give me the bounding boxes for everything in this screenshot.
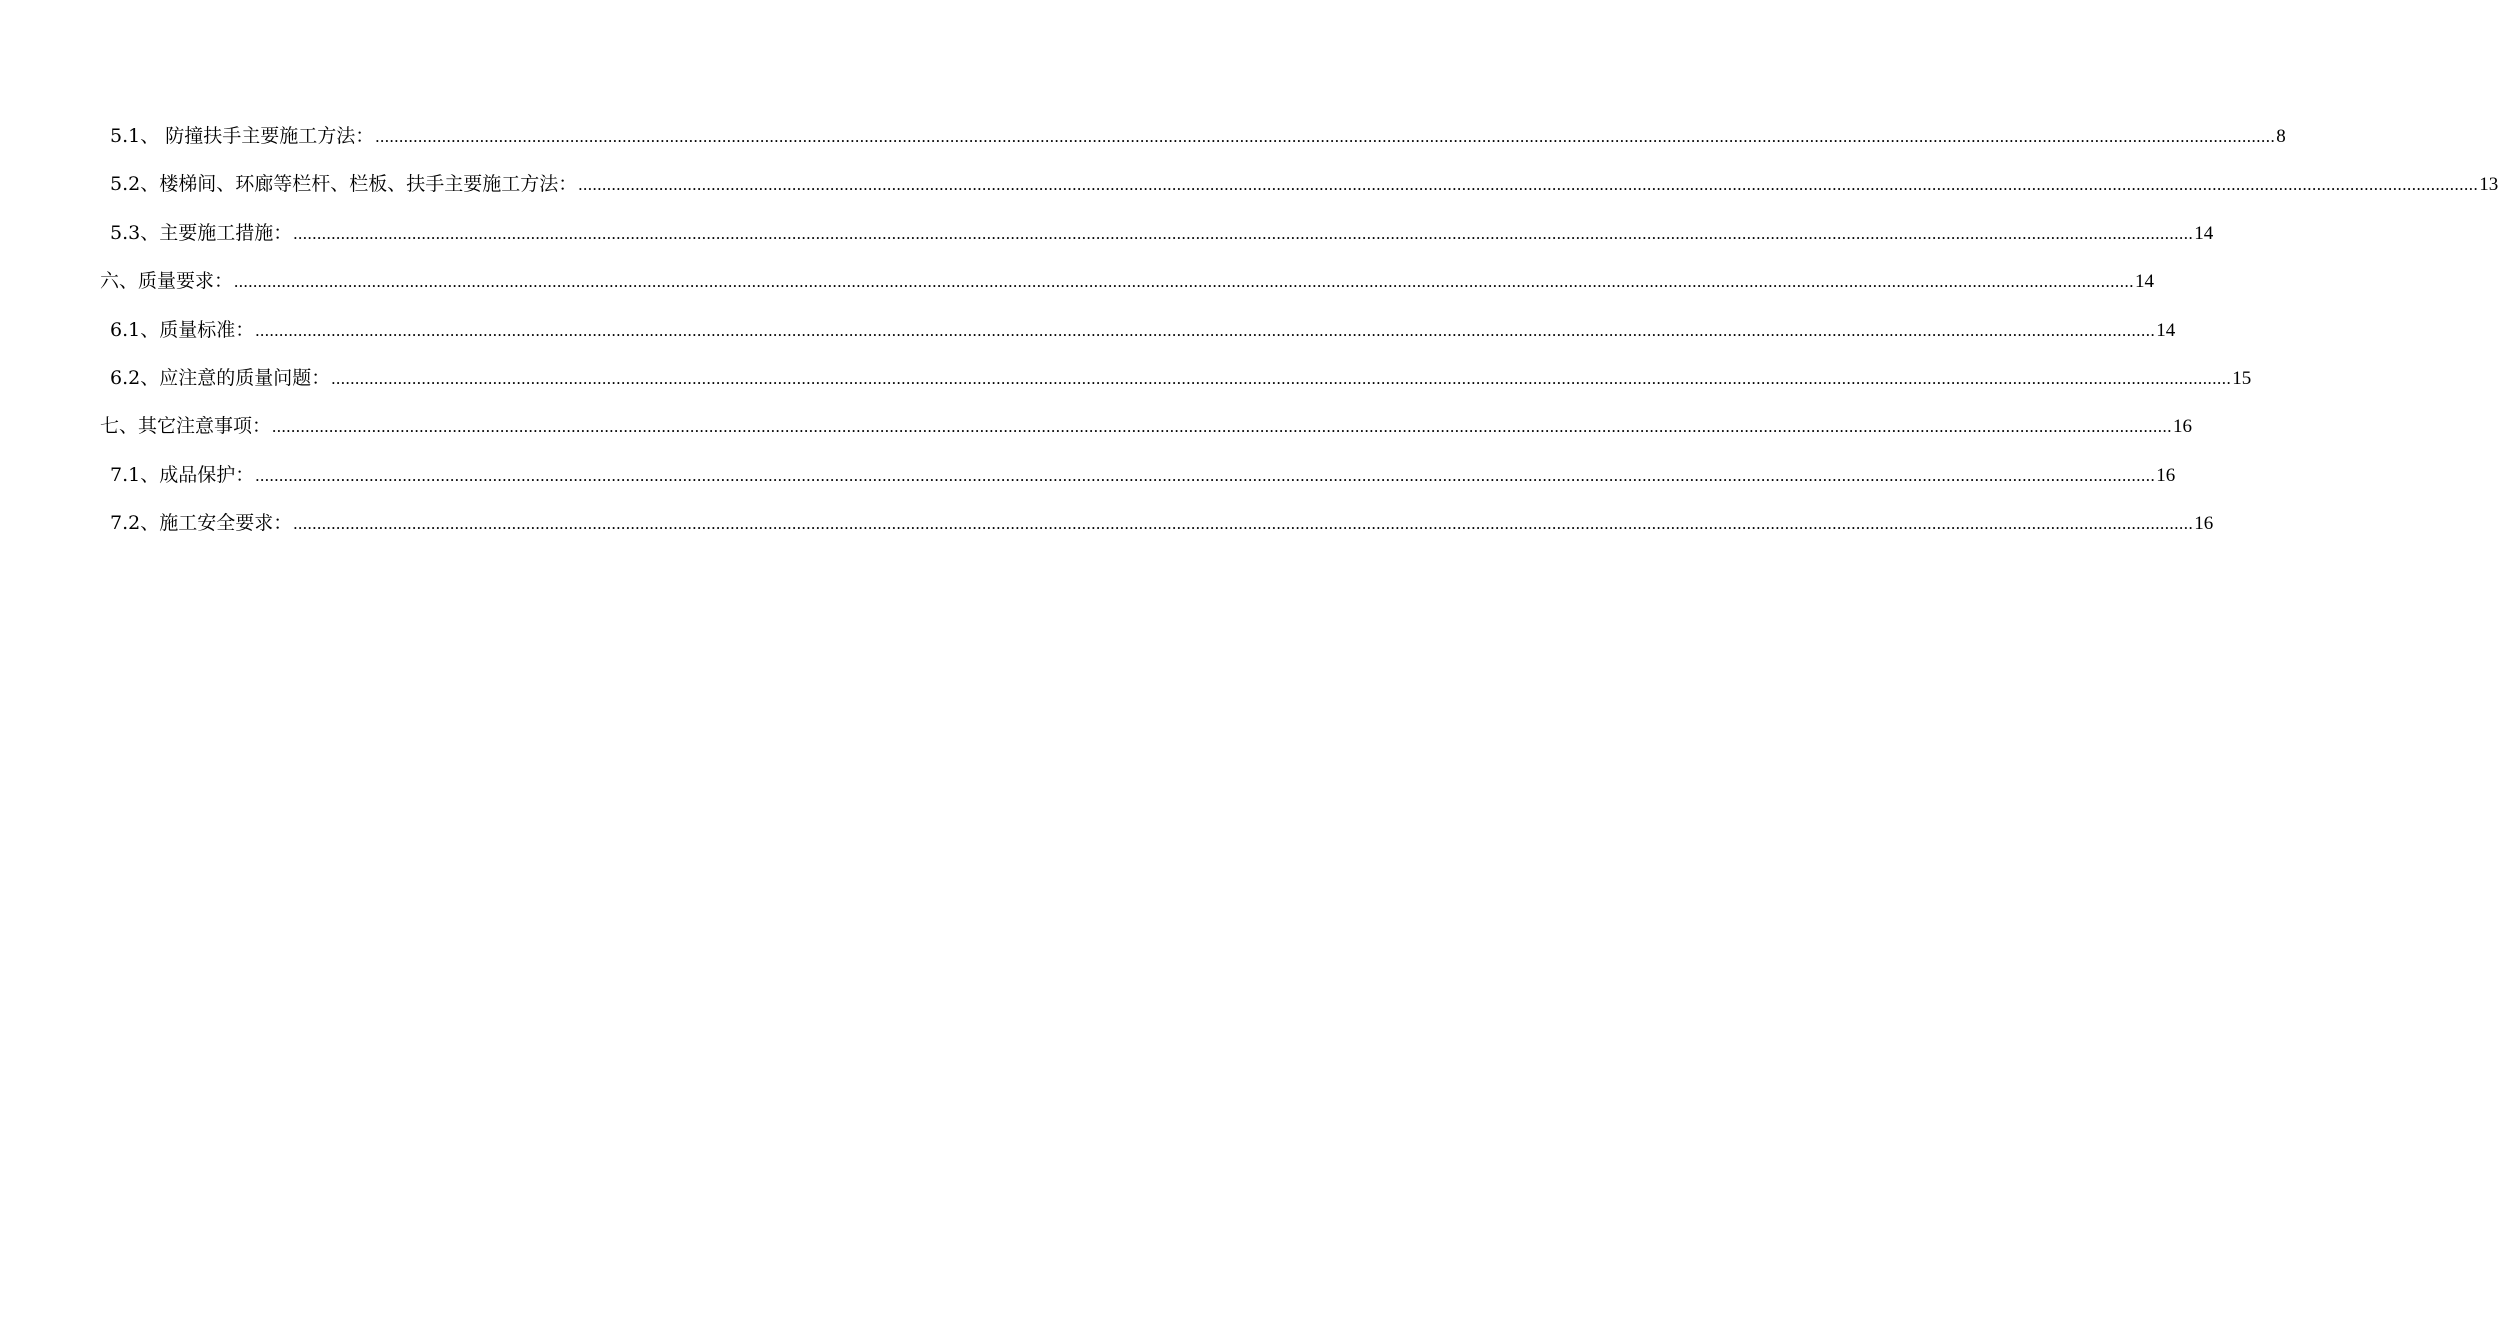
toc-entry-label: 6.2、应注意的质量问题： xyxy=(110,366,331,389)
toc-entry-6-2[interactable] xyxy=(100,354,2252,402)
toc-leader-dots: ................................................................................................................................................................................................................................................................................................................................................................................................................ xyxy=(331,368,2232,388)
toc-entry-label: 六、质量要求： xyxy=(100,270,234,293)
toc-leader-dots: ................................................................................................................................................................................................................................................................................................................................................................................................................ xyxy=(272,417,2173,437)
toc-entry-label: 7.1、成品保护： xyxy=(110,463,255,486)
toc-entry-section-6[interactable] xyxy=(100,257,2155,305)
toc-entry-5-1[interactable] xyxy=(100,112,2286,160)
toc-entry-page-number: 16 xyxy=(2194,513,2214,535)
toc-leader-dots: ................................................................................................................................................................................................................................................................................................................................................................................................................ xyxy=(293,514,2194,534)
toc-entry-label: 6.1、质量标准： xyxy=(110,318,255,341)
table-of-contents xyxy=(100,112,2498,548)
toc-entry-page-number: 16 xyxy=(2156,464,2176,486)
toc-entry-label: 5.3、主要施工措施： xyxy=(110,221,293,244)
toc-leader-dots: ................................................................................................................................................................................................................................................................................................................................................................................................................ xyxy=(293,223,2194,243)
toc-entry-page-number: 13 xyxy=(2479,174,2498,196)
toc-entry-5-2[interactable] xyxy=(100,160,2498,208)
toc-leader-dots: ................................................................................................................................................................................................................................................................................................................................................................................................................ xyxy=(375,127,2276,146)
toc-entry-page-number: 16 xyxy=(2173,416,2193,438)
toc-entry-page-number: 14 xyxy=(2194,222,2214,244)
toc-entry-page-number: 8 xyxy=(2276,126,2286,147)
toc-entry-label: 5.1、 防撞扶手主要施工方法： xyxy=(110,125,375,147)
toc-entry-6-1[interactable] xyxy=(100,306,2176,354)
toc-leader-dots: ................................................................................................................................................................................................................................................................................................................................................................................................................ xyxy=(578,175,2479,195)
toc-entry-label: 七、其它注意事项： xyxy=(100,415,272,438)
toc-leader-dots: ................................................................................................................................................................................................................................................................................................................................................................................................................ xyxy=(255,465,2156,485)
toc-entry-page-number: 14 xyxy=(2135,271,2155,293)
toc-entry-page-number: 14 xyxy=(2156,319,2176,341)
toc-entry-page-number: 15 xyxy=(2232,367,2252,389)
toc-entry-label: 7.2、施工安全要求： xyxy=(110,512,293,535)
toc-entry-section-7[interactable] xyxy=(100,402,2193,450)
toc-entry-5-3[interactable] xyxy=(100,209,2214,257)
toc-entry-7-2[interactable] xyxy=(100,499,2214,547)
toc-leader-dots: ................................................................................................................................................................................................................................................................................................................................................................................................................ xyxy=(234,272,2135,292)
toc-entry-label: 5.2、楼梯间、环廊等栏杆、栏板、扶手主要施工方法： xyxy=(110,173,578,196)
toc-entry-7-1[interactable] xyxy=(100,451,2176,499)
toc-leader-dots: ................................................................................................................................................................................................................................................................................................................................................................................................................ xyxy=(255,320,2156,340)
